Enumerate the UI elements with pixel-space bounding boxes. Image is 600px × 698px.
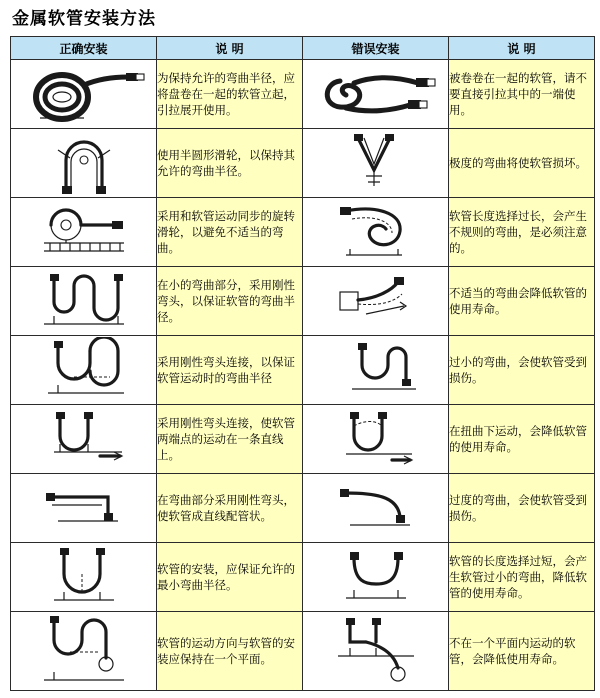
figure-wrong-too-small-bend-radius-damage xyxy=(303,336,449,405)
table-row xyxy=(11,405,595,474)
note-wrong: 过小的弯曲，会使软管受到损伤。 xyxy=(449,336,595,405)
figure-correct-rigid-elbows-straight-line-motion xyxy=(11,405,157,474)
figure-correct-semicircle-guide-sheave xyxy=(11,129,157,198)
figure-correct-elbow-at-bend-straight-piping xyxy=(11,474,157,543)
note-correct: 采用刚性弯头连接，使软管两端点的运动在一条直线上。 xyxy=(157,405,303,474)
table-row xyxy=(11,267,595,336)
table-head xyxy=(11,37,595,60)
note-correct: 采用刚性弯头连接，以保证软管运动时的弯曲半径 xyxy=(157,336,303,405)
table-row xyxy=(11,198,595,267)
table-row xyxy=(11,60,595,129)
note-wrong: 不在一个平面内运动的软管，会降低使用寿命。 xyxy=(449,612,595,691)
note-wrong: 极度的弯曲将使软管损坏。 xyxy=(449,129,595,198)
header-wrong-note: 说 明 xyxy=(449,37,595,60)
figure-wrong-improper-bend-shortens-life xyxy=(303,267,449,336)
figure-correct-coiled-hose-standing-roll xyxy=(11,60,157,129)
hose-installation-table xyxy=(10,36,595,691)
note-wrong: 被卷卷在一起的软管，请不要直接引拉其中的一端使用。 xyxy=(449,60,595,129)
note-wrong: 软管的长度选择过短，会产生软管过小的弯曲，降低软管的使用寿命。 xyxy=(449,543,595,612)
figure-wrong-coiled-hose-pulled-one-end xyxy=(303,60,449,129)
table-header-row xyxy=(11,37,595,60)
table-row xyxy=(11,129,595,198)
figure-wrong-sharp-v-bend-hose xyxy=(303,129,449,198)
table-row xyxy=(11,336,595,405)
note-wrong: 软管长度选择过长，会产生不规则的弯曲，是必须注意的。 xyxy=(449,198,595,267)
note-wrong: 在扭曲下运动，会降低软管的使用寿命。 xyxy=(449,405,595,474)
page-title: 金属软管安装方法 xyxy=(12,9,156,29)
header-wrong-install: 错误安装 xyxy=(303,37,449,60)
note-correct: 在小的弯曲部分，采用刚性弯头，以保证软管的弯曲半径。 xyxy=(157,267,303,336)
note-correct: 采用和软管运动同步的旋转滑轮，以避免不适当的弯曲。 xyxy=(157,198,303,267)
note-wrong: 过度的弯曲，会使软管受到损伤。 xyxy=(449,474,595,543)
note-wrong: 不适当的弯曲会降低软管的使用寿命。 xyxy=(449,267,595,336)
figure-wrong-twisting-u-bend-motion xyxy=(303,405,449,474)
note-correct: 软管的安装，应保证允许的最小弯曲半径。 xyxy=(157,543,303,612)
figure-correct-rotating-sheave-with-chain xyxy=(11,198,157,267)
note-correct: 为保持允许的弯曲半径，应将盘卷在一起的软管立起，引拉展开使用。 xyxy=(157,60,303,129)
note-correct: 软管的运动方向与软管的安装应保持在一个平面。 xyxy=(157,612,303,691)
figure-wrong-too-long-hose-small-bend xyxy=(303,543,449,612)
figure-wrong-excessive-bend-damage xyxy=(303,474,449,543)
header-correct-install: 正确安装 xyxy=(11,37,157,60)
header-correct-note: 说 明 xyxy=(157,37,303,60)
note-correct: 使用半圆形滑轮，以保持其允许的弯曲半径。 xyxy=(157,129,303,198)
table-row xyxy=(11,543,595,612)
figure-correct-rigid-elbow-at-small-bend xyxy=(11,267,157,336)
note-correct: 在弯曲部分采用刚性弯头，使软管成直线配管状。 xyxy=(157,474,303,543)
figure-correct-u-hose-minimum-bend-radius xyxy=(11,543,157,612)
figure-correct-rigid-elbow-u-loop-moving xyxy=(11,336,157,405)
figure-correct-motion-plane-same-as-install xyxy=(11,612,157,691)
table-row xyxy=(11,474,595,543)
table-body xyxy=(11,60,595,691)
table-row xyxy=(11,612,595,691)
figure-wrong-over-long-hose-irregular-bend xyxy=(303,198,449,267)
figure-wrong-motion-out-of-plane xyxy=(303,612,449,691)
